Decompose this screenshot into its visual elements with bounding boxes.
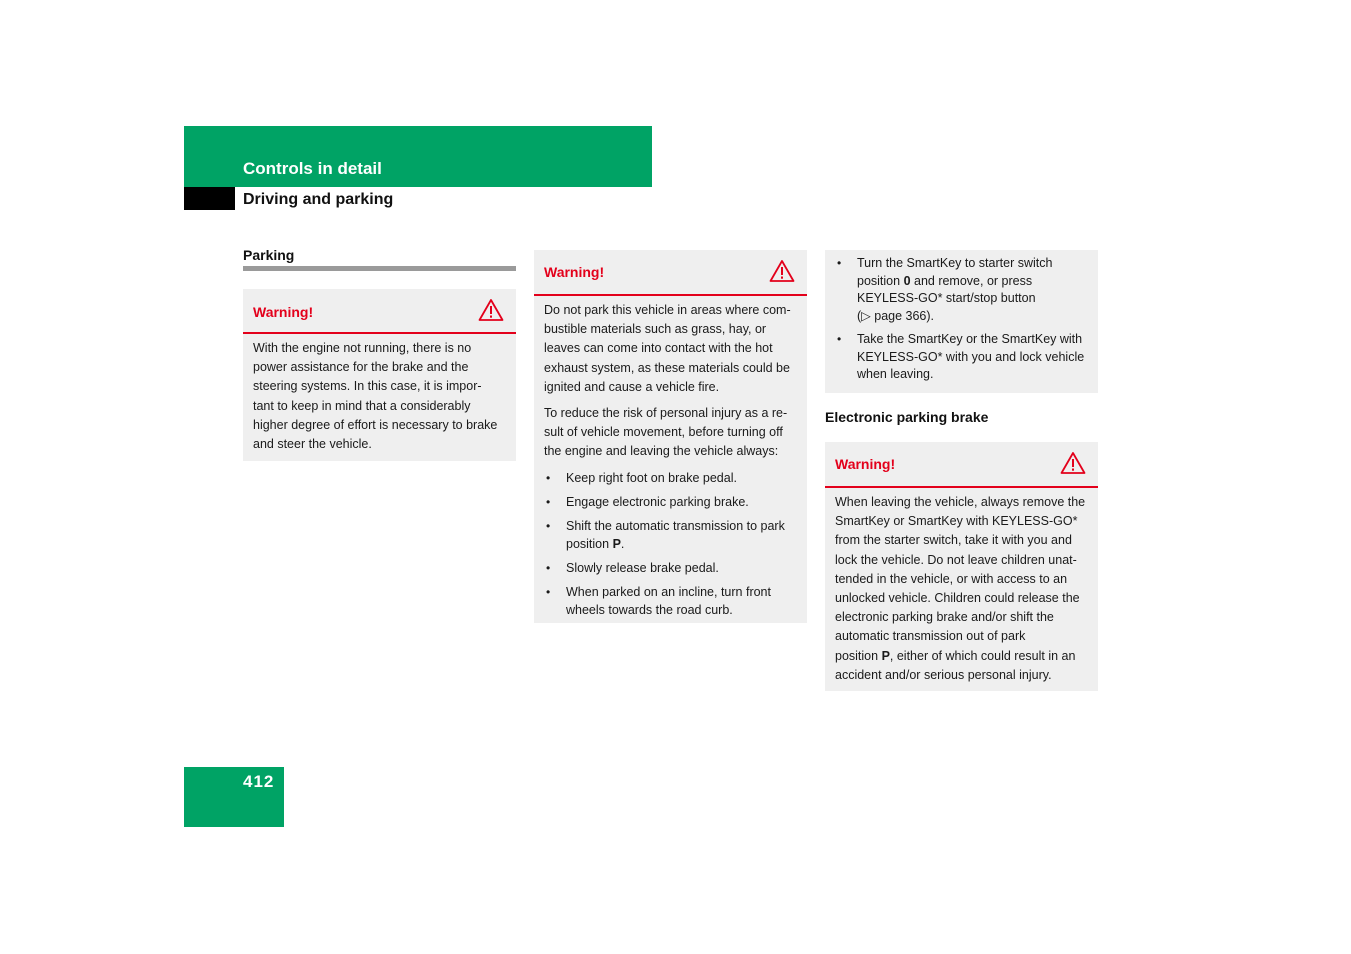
warning-header: [243, 289, 516, 334]
warning-box-children: [825, 442, 1098, 691]
warning-box-engine: [243, 289, 516, 461]
warning-label: Warning!: [544, 264, 605, 280]
bullet-list: [544, 469, 797, 619]
warning-text: With the engine not running, there is no power assistance for the brake and the steering systems. In this case, it is impor- tant to keep in mind that a considerably higher degree of effort is necessary to brake and steer the vehicle.: [253, 341, 498, 452]
warning-header: [825, 442, 1098, 488]
page-reference-link[interactable]: (▷ page 366).: [857, 308, 935, 323]
list-item: • Engage electronic parking brake.: [546, 494, 749, 509]
warning-label: Warning!: [253, 304, 314, 320]
page-number: 412: [243, 772, 275, 791]
parking-heading: Parking: [243, 247, 295, 263]
list-item: • Take the SmartKey or the SmartKey with KEYLESS-GO* with you and lock vehicle when leaving.: [837, 332, 1085, 381]
warning-triangle-icon: [478, 298, 504, 322]
list-item: • Keep right foot on brake pedal.: [546, 470, 737, 485]
paragraph-fire-risk: Do not park this vehicle in areas where com- bustible materials such as grass, hay, or leaves can come into contact with the hot exhaust system, as these materials could be ignited and cause a vehicle fire.: [544, 303, 791, 394]
section-marker: [184, 187, 235, 210]
paragraph-before-leaving: To reduce the risk of personal injury as a re- sult of vehicle movement, before turning off the engine and leaving the vehicle always:: [544, 406, 788, 459]
subsection-title: Driving and parking: [243, 191, 394, 208]
list-item: • When parked on an incline, turn front wheels towards the road curb.: [546, 584, 771, 617]
warning-text: [534, 296, 807, 619]
electronic-parking-brake-heading: Electronic parking brake: [825, 409, 989, 425]
warning-triangle-icon: [1060, 451, 1086, 475]
warning-box-parking: [534, 250, 807, 623]
section-title: Controls in detail: [243, 159, 382, 178]
smartkey-steps-box: [825, 250, 1098, 393]
warning-header: [534, 250, 807, 296]
list-item: • Shift the automatic transmission to park position P.: [546, 518, 785, 551]
warning-label: Warning!: [835, 456, 896, 472]
list-item: • Turn the SmartKey to starter switch position 0 and remove, or press KEYLESS-GO* start/stop button (▷ page 366).: [837, 256, 1053, 323]
heading-rule: [243, 266, 516, 271]
bullet-list: [835, 255, 1088, 384]
list-item: • Slowly release brake pedal.: [546, 560, 719, 575]
warning-text: When leaving the vehicle, always remove the SmartKey or SmartKey with KEYLESS-GO* from the starter switch, take it with you and lock the vehicle. Do not leave children unat- tended in the vehicle, or with access to an unlocked vehicle. Children could release the electronic parking brake and/or shift the automatic transmission out of park position P, either of which could result in an accident and/or serious personal injury.: [835, 495, 1086, 682]
warning-triangle-icon: [769, 259, 795, 283]
